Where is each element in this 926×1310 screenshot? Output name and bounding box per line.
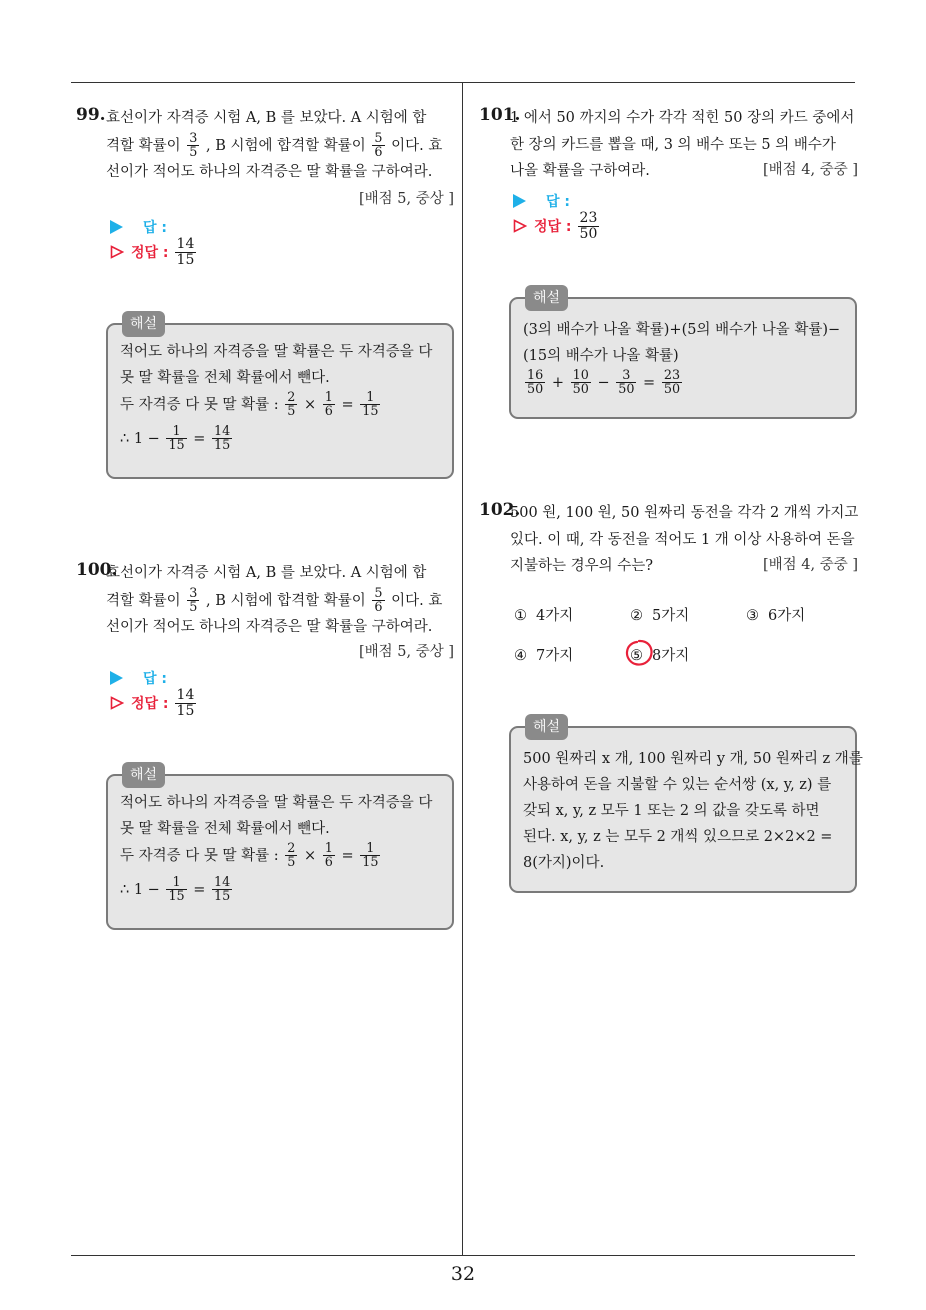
problem-number: 99. [76,105,106,125]
fraction: $\frac{3}{5}$ [189,585,198,615]
score-info: [배점 4, 중중 ] [762,162,858,178]
answer-line [513,191,570,211]
choice-4[interactable]: ④ 7가지 [514,648,574,664]
solution-text: 500 원짜리 x 개, 100 원짜리 y 개, 50 원짜리 z 개를 사용하여 돈을 지불할 수 있는 순서쌍 (x, y, z) 를 갖되 x, y, z 모두 1 또는 2 의 값을 갖도록 하면 된다. x, y, z 는 모두 2 개씩 있으므로 2×2×2 = 8(가지)이다. [523,751,863,871]
problem-99 [76,105,454,485]
answer-label: 답 : [143,220,167,236]
solution-tag: 해설 [122,762,165,788]
solution-tag: 해설 [525,285,568,311]
filled-triangle-icon [513,194,526,208]
problem-text [106,560,454,641]
page-number: 32 [450,1263,476,1285]
problem-line: 효선이가 자격증 시험 A, B 를 보았다. A 시험에 합 [106,565,427,581]
problem-line: 나올 확률을 구하여라. [510,163,650,179]
solution-tag: 해설 [525,714,568,740]
solution-box [106,767,454,930]
problem-line: 500 원, 100 원, 50 원짜리 동전을 각각 2 개씩 가지고 [510,505,859,521]
answer-label: 답 : [143,671,167,687]
solution-text: (3의 배수가 나올 확률)+(5의 배수가 나올 확률)− (15의 배수가 나올 확률) $\frac{16}{50}$ + $\frac{10}{50}$ − $\frac{3}{50}$ = $\frac{23}{50}$ [523,322,841,398]
correct-label: 정답 : [534,219,572,236]
score-info: [배점 4, 중중 ] [762,557,858,573]
problem-line: 선이가 적어도 하나의 자격증은 딸 확률을 구하여라. [106,164,433,181]
problem-line: 있다. 이 때, 각 동전을 적어도 1 개 이상 사용하여 돈을 [510,531,855,548]
choice-2[interactable]: ② 5가지 [630,608,690,624]
correct-value: $\frac{14}{15}$ [176,687,195,719]
problem-text [106,105,454,186]
problem-line: 지불하는 경우의 수는? [510,558,654,574]
correct-value: $\frac{14}{15}$ [176,236,195,268]
correct-answer-line [110,237,198,267]
problem-number: 101. [479,105,521,125]
score-info: [배점 5, 중상 ] [358,644,454,660]
problem-number: 100. [76,560,118,580]
top-rule [71,82,855,83]
score-info: [배점 5, 중상 ] [358,191,454,207]
outline-triangle-icon [110,245,124,259]
outline-triangle-icon [110,696,124,710]
filled-triangle-icon [110,220,123,234]
solution-box [509,290,857,419]
correct-value: $\frac{23}{50}$ [579,210,598,242]
solution-box [509,719,863,893]
fraction: $\frac{3}{5}$ [189,130,198,160]
bottom-rule [71,1255,855,1256]
problem-102 [479,500,863,900]
problem-100 [76,560,454,940]
answer-line [110,668,167,688]
choice-5[interactable]: ⑤ 8가지 [630,644,689,665]
outline-triangle-icon [513,219,527,233]
fraction: $\frac{5}{6}$ [374,130,383,160]
problem-101 [479,105,858,425]
problem-line: 격할 확률이 $\frac{3}{5}$ , B 시험에 합격할 확률이 $\frac{5}{6}$ 이다. 효 [106,585,443,615]
choice-1[interactable]: ① 4가지 [514,608,574,624]
problem-line: 효선이가 자격증 시험 A, B 를 보았다. A 시험에 합 [106,110,427,126]
column-divider [462,82,463,1255]
solution-text: 적어도 하나의 자격증을 딸 확률은 두 자격증을 다 못 딸 확률을 전체 확률에서 뺀다. 두 자격증 다 못 딸 확률 : $\frac{2}{5}$ × $\frac{1}{6}$ = $\frac{1}{15}$ ∴ 1 − $\frac{1}{15}$ = $\frac{14}{15}$ [120,795,433,905]
filled-triangle-icon [110,671,123,685]
solution-tag: 해설 [122,311,165,337]
fraction: $\frac{5}{6}$ [374,585,383,615]
choice-3[interactable]: ③ 6가지 [746,608,806,624]
problem-line: 한 장의 카드를 뽑을 때, 3 의 배수 또는 5 의 배수가 [510,136,836,153]
problem-number: 102. [479,500,521,520]
problem-line: 1 에서 50 까지의 수가 각각 적힌 50 장의 카드 중에서 [510,110,855,126]
correct-answer-line [513,211,601,241]
problem-line: 선이가 적어도 하나의 자격증은 딸 확률을 구하여라. [106,619,433,636]
solution-text: 적어도 하나의 자격증을 딸 확률은 두 자격증을 다 못 딸 확률을 전체 확률에서 뺀다. 두 자격증 다 못 딸 확률 : $\frac{2}{5}$ × $\frac{1}{6}$ = $\frac{1}{15}$ ∴ 1 − $\frac{1}{15}$ = $\frac{14}{15}$ [120,344,433,454]
correct-label: 정답 : [131,245,169,262]
answer-label: 답 : [546,194,570,210]
choice-list [514,604,854,674]
answer-line [110,217,167,237]
correct-label: 정답 : [131,696,169,713]
problem-line: 격할 확률이 $\frac{3}{5}$ , B 시험에 합격할 확률이 $\frac{5}{6}$ 이다. 효 [106,130,443,160]
correct-answer-line [110,688,198,718]
solution-box [106,316,454,479]
red-circle-mark-icon [622,637,656,673]
